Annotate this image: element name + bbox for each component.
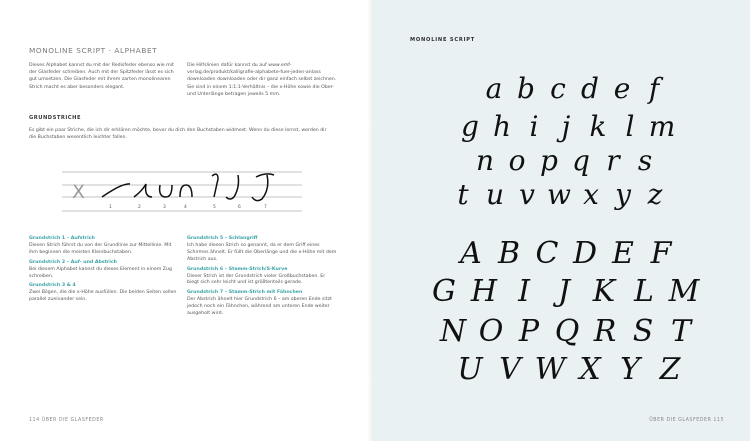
letter-o: o	[508, 144, 526, 177]
stroke-6-heading: Grundstrich 6 – Stamm-Strich/S-Kurve	[187, 266, 288, 272]
letter-Q: Q	[554, 314, 580, 349]
uppercase-row-2	[424, 274, 704, 309]
letter-s: s	[637, 144, 653, 177]
letter-k: k	[589, 110, 607, 143]
stroke-7	[252, 174, 274, 201]
left-page	[0, 0, 372, 441]
stroke-7-text: Der Abstrich ähnelt hier Grundstrich 6 – am oberen Ende sitzt jedoch noch ein Fähnchen, während am unteren Ende weiter ausgeholt wird.	[187, 297, 332, 317]
letter-D: D	[572, 236, 598, 271]
intro-column-2: Die Hilfslinien dafür kannst du auf www.emf-verlag.de/produkt/kalligrafie-alphabete-fuer-jeden-anlass downloaden downloaden oder dir ganz einfach selbst zeichnen. Sie sind in einem 1:1:1-Verhältnis – die x-Höhe sowie die Ober- und Unterlänge betragen jeweils 5 mm.	[187, 63, 337, 97]
letter-u: u	[485, 178, 505, 211]
letter-M: M	[668, 274, 700, 309]
demo-number-4: 4	[184, 205, 187, 210]
stroke-3-4-heading: Grundstrich 3 & 4	[29, 283, 76, 289]
letter-G: G	[432, 274, 456, 309]
page-title: MONOLINE SCRIPT · ALPHABET	[29, 46, 158, 55]
stroke-descriptions-right	[187, 236, 337, 321]
section-intro: Es gibt ein paar Striche, die ich dir erklären möchte, bevor du dich den Buchstaben widmest. Wenn du diese lernst, werden dir die Buchstaben wesentlich leichter fallen.	[29, 128, 327, 141]
letter-f: f	[648, 72, 660, 105]
letter-j: j	[561, 110, 571, 143]
lowercase-row-3	[469, 144, 661, 177]
stroke-4	[180, 185, 192, 197]
intro-column-1: Dieses Alphabet kannst du mit der Redisfeder ebenso wie mit der Glasfeder schreiben. Auch mit der Spitzfeder lässt es sich gut umsetzen. Die Glasfeder mit ihrem zarten monolinearen Strich macht es aber besonders elegant.	[29, 63, 174, 90]
letter-X: X	[579, 352, 601, 387]
letter-C: C	[535, 236, 559, 271]
page-footer-left: 114 ÜBER DIE GLASFEDER	[29, 418, 104, 423]
letter-t: t	[457, 178, 469, 211]
letter-W: W	[534, 352, 566, 387]
stroke-6	[226, 175, 239, 199]
stroke-3	[160, 185, 172, 197]
letter-i: i	[529, 110, 539, 143]
demo-number-7: 7	[264, 205, 267, 210]
stroke-2	[134, 184, 152, 197]
stroke-guidelines	[62, 167, 302, 223]
letter-x: x	[583, 178, 599, 211]
letter-v: v	[519, 178, 535, 211]
stroke-1-heading: Grundstrich 1 – Aufstrich	[29, 236, 95, 241]
stroke-2-heading: Grundstrich 2 – Auf- und Abstrich	[29, 259, 117, 265]
stroke-5	[212, 174, 218, 197]
lowercase-row-4	[447, 178, 671, 211]
stroke-3-4-text: Zwei Bögen, die die x-Höhe ausfüllen. Die beiden Seiten sollen parallel zueinander sein.	[29, 290, 177, 303]
letter-m: m	[648, 110, 676, 143]
letter-n: n	[475, 144, 495, 177]
letter-V: V	[499, 352, 521, 387]
letter-g: g	[461, 110, 479, 143]
uppercase-row-1	[452, 236, 680, 271]
stroke-7-heading: Grundstrich 7 – Stamm-Strich mit Fähnchen	[187, 290, 303, 296]
letter-K: K	[592, 274, 616, 309]
svg-text:X: X	[72, 181, 86, 203]
letter-y: y	[615, 178, 631, 211]
letter-q: q	[572, 144, 590, 177]
letter-I: I	[518, 274, 530, 309]
letter-O: O	[478, 314, 504, 349]
letter-c: c	[550, 72, 566, 105]
letter-A: A	[460, 236, 482, 271]
stroke-1	[102, 184, 130, 197]
lowercase-row-2	[454, 110, 678, 143]
stroke-5-heading: Grundstrich 5 – Schlangriff	[187, 236, 258, 241]
demo-number-2: 2	[138, 205, 141, 210]
letter-b: b	[517, 72, 535, 105]
letter-H: H	[470, 274, 498, 309]
letter-r: r	[606, 144, 620, 177]
lowercase-row-1	[478, 72, 670, 105]
letter-Z: Z	[659, 352, 681, 387]
letter-N: N	[439, 314, 467, 349]
letter-w: w	[547, 178, 571, 211]
uppercase-row-3	[434, 314, 700, 349]
letter-L: L	[634, 274, 654, 309]
section-title: GRUNDSTRICHE	[29, 115, 82, 121]
stroke-1-text: Diesen Strich führst du von der Grundlinie zur Mittellinie. Mit ihm beginnen die meisten Kleinbuchstaben.	[29, 242, 172, 255]
letter-d: d	[581, 72, 599, 105]
uppercase-row-4	[450, 352, 690, 387]
letter-z: z	[647, 178, 663, 211]
right-page	[372, 0, 750, 441]
letter-B: B	[497, 236, 521, 271]
letter-T: T	[670, 314, 691, 349]
demo-number-6: 6	[238, 205, 241, 210]
alphabet-title: MONOLINE SCRIPT	[410, 37, 476, 43]
stroke-demo-illustration	[62, 167, 302, 223]
stroke-6-text: Dieser Strich ist der Grundstrich vieler Großbuchstaben. Er biegt sich sehr leicht und ist größtenteils gerade.	[187, 273, 326, 286]
letter-p: p	[540, 144, 558, 177]
letter-h: h	[492, 110, 512, 143]
letter-l: l	[625, 110, 635, 143]
page-footer-right: ÜBER DIE GLASFEDER 115	[649, 418, 724, 423]
stroke-2-text: Bei diesem Alphabet kannst du dieses Element in einem Zug schreiben.	[29, 266, 172, 279]
letter-P: P	[518, 314, 540, 349]
demo-number-5: 5	[213, 205, 216, 210]
letter-U: U	[457, 352, 483, 387]
letter-J: J	[557, 274, 571, 309]
stroke-5-text: Ich habe diesen Strich so genannt, da er dem Griff eines Schirmes ähnelt. Er füllt die Oberlänge und die x-Höhe mit dem Abstrich aus.	[187, 242, 337, 262]
letter-F: F	[650, 236, 672, 271]
demo-number-1: 1	[109, 205, 112, 210]
letter-S: S	[632, 314, 654, 349]
demo-number-3: 3	[163, 205, 166, 210]
letter-e: e	[613, 72, 631, 105]
letter-a: a	[485, 72, 503, 105]
stroke-descriptions-left	[29, 236, 179, 307]
letter-R: R	[593, 314, 617, 349]
letter-Y: Y	[620, 352, 640, 387]
letter-E: E	[612, 236, 634, 271]
